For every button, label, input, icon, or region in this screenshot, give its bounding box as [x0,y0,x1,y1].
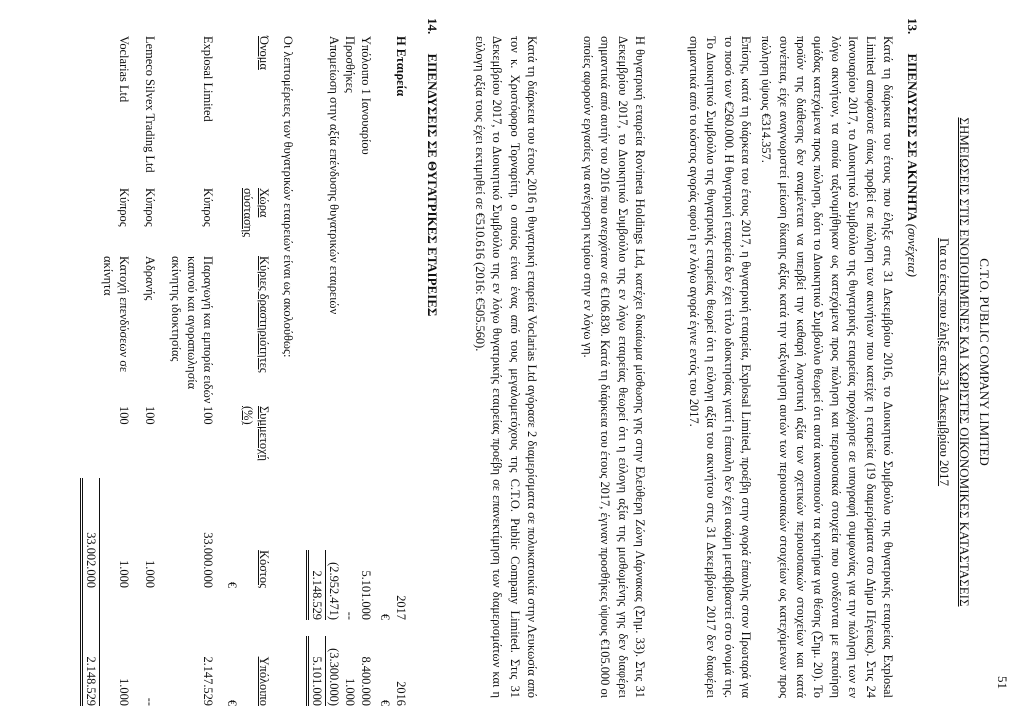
subsidiary-activities: Κατοχή επενδύσεων σε ακίνητα [101,256,131,373]
col-2017-header: 2017 [394,595,408,620]
section-14-heading [424,18,440,316]
notes-title: ΣΗΜΕΙΩΣΕΙΣ ΣΤΙΣ ΕΝΟΠΟΙΗΜΕΝΕΣ ΚΑΙ ΧΩΡΙΣΤΕΣ ΟΙΚΟΝΟΜΙΚΕΣ ΚΑΤΑΣΤΑΣΕΙΣ [957,117,972,607]
cost-currency: € [225,581,239,588]
header-participation: Συμμετοχή (%) [241,406,271,461]
subsidiary-name: Lemeco Silvex Trading Ltd [143,36,157,173]
section-13-paragraph-4: Κατά τη διάρκεια του έτους 2016 η θυγατρική εταιρεία Voclarias Ltd αγόρασε 2 διαμερίσματα σε πολυκατοικία στην Λευκωσία από τον κ. Χριστόφορο Τορναρίτη, ο οποίος είναι ένας από τους μεγαλομετόχους της C.T.O. Public Company Limited. Στις 31 Δεκεμβρίου 2017, το Διοικητικό Συμβούλιο της εν λόγω θυγατρικής εταιρείας προέβη σε επανεκτίμηση των διαμερισμάτων και η εύλογη αξία τους έχει εκτιμηθεί σε €510.616 (2016: €505.560). [472,36,539,698]
subsidiary-balance: 2.147.529 [201,656,215,706]
col-2016-header: 2016 [394,681,408,706]
row-label: Απομείωση στην αξία επένδυσης θυγατρικών εταιρειών [327,36,341,315]
subsidiary-country: Κύπρος [117,188,131,227]
subsidiary-cost: 33.000.000 [201,532,215,588]
row-label: Προσθήκες [343,36,357,93]
table-row [168,36,216,706]
subsidiaries-total-row [82,36,100,706]
section-14-title: ΕΠΕΝΔΥΣΕΙΣ ΣΕ ΘΥΓΑΤΡΙΚΕΣ ΕΤΑΙΡΕΙΕΣ [425,53,440,317]
period-subtitle: Για το έτος που έληξε στις 31 Δεκεμβρίου 2017 [937,237,952,487]
table-row [358,36,374,706]
header-name: Όνομα [257,36,271,70]
company-heading: Η Εταιρεία [394,36,408,97]
row-label: Υπόλοιπο 1 Ιανουαρίου [359,36,373,155]
row-value-2017: (2.952.471) [326,550,343,620]
total-2017: 2.148.529 [308,550,326,620]
table-row [142,36,158,706]
section-13-title: ΕΠΕΝΔΥΣΕΙΣ ΣΕ ΑΚΙΝΗΤΑ [905,53,920,221]
subsidiary-name: Voclarias Ltd [117,36,131,103]
page-number: 51 [995,676,1010,689]
section-13-number: 13. [905,18,920,35]
subsidiary-activities: Παραγωγή και εμπορία ειδών καπνού και αγοραπωλησία ακίνητης ιδιοκτησίας [169,256,215,404]
row-value-2017: 5.101.000 [359,570,373,620]
table-row [100,36,132,706]
table-row [342,36,358,706]
header-activities: Κύριες δραστηριότητες [257,256,271,373]
col-2016-currency: € [378,699,392,706]
subsidiaries-total-cost: 33.002.000 [82,478,100,588]
subsidiary-participation: 100 [143,406,157,425]
subsidiary-balance: -- [143,697,157,706]
subsidiary-country: Κύπρος [201,188,215,227]
section-13-paragraph-2: Επίσης, κατά τη διάρκεια του έτους 2017, η θυγατρική εταιρεία, Explosal Limited, προέβη στην αγορά έπαυλης στον Πρωταρά για το ποσό των €260.000. Η θυγατρική εταιρεία δεν έχει τίτλο ιδιοκτησίας γιατί η έπαυλη δεν έχει ακόμη μεταβιβαστεί στο όνομά της. Το Διοικητικό Συμβούλιο της θυγατρικής εταιρείας θεωρεί ότι η εύλογη αξία του ακινήτου στις 31 Δεκεμβρίου 2017 δεν διαφέρει σημαντικά από το κόστος αγοράς αφού η εν λόγω αγορά έγινε εντός του 2017. [686,36,753,698]
balance-currency: € [225,699,239,706]
row-value-2016: (3.300.000) [326,636,343,706]
section-13-paragraph-1: Κατά τη διάρκεια του έτους που έληξε στις 31 Δεκεμβρίου 2016, το Διοικητικό Συμβούλιο της θυγατρικής εταιρείας Explosal Limited αποφάσισε όπως προβεί σε πώληση των ακινήτων που κατείχε η εταιρεία (19 διαμερίσματα στο Δήμο Πέγειας). Στις 24 Ιανουαρίου 2017, το Διοικητικό Συμβούλιο της θυγατρικής εταιρείας προχώρησε σε υπογραφή συμφωνίας για την πώληση των εν λόγω ακινήτων, τα οποία ταξινομήθηκαν ως κατεχόμενα προς πώληση και περιουσιακά στοιχεία που συνδέονται με εκποίηση ομάδας κατεχόμενα προς πώληση, διότι το Διοικητικό Συμβούλιο θεωρεί ότι αυτά ικανοποιούν τα κριτήρια για θέσης (Σημ. 20). Το προϊόν της διάθεσης δεν αναμένεται να υπερβεί την καθαρή λογιστική αξία των σχετικών περιουσιακών στοιχείων και κατά συνέπεια, είχε αναγνωριστεί μείωση δίκαιης αξίας κατά την ταξινόμηση αυτών των περιουσιακών στοιχείων ως κατεχόμενων προς πώληση ύψους €314.357. [759,36,895,698]
section-13-heading [904,18,920,277]
subsidiary-country: Κύπρος [143,188,157,227]
subsidiary-activities: Αδρανής [143,256,157,301]
investment-movement-table [306,36,374,706]
header-balance: Υπόλοιπο [257,656,271,706]
table-row [326,36,343,706]
total-2016: 5.101.000 [308,636,326,706]
company-name: C.T.O. PUBLIC COMPANY LIMITED [977,258,992,466]
row-value-2017: -- [343,611,357,620]
subsidiary-participation: 100 [117,406,131,425]
subsidiaries-intro: Οι λεπτομέρειες των θυγατρικών εταιρειών είναι ως ακολούθως: [281,36,295,358]
header-country: Χώρα σύστασης [241,188,271,238]
subsidiary-participation: 100 [201,406,215,425]
table-total-row [308,36,326,706]
section-13-continued: (συνέχεια) [905,223,920,277]
header-cost: Κόστος [257,550,271,588]
subsidiary-balance: 1.000 [100,588,132,706]
subsidiaries-total-balance: 2.148.529 [82,588,100,706]
subsidiaries-table [81,36,273,706]
row-value-2016: 8.400.000 [359,656,373,706]
subsidiary-cost: 1.000 [100,478,132,588]
subsidiary-name: Explosal Limited [201,36,215,122]
section-14-number: 14. [425,18,440,35]
subsidiary-cost: 1.000 [143,560,157,588]
section-13-paragraph-3: Η θυγατρική εταιρεία Rovineta Holdings Ltd, κατέχει δικαίωμα μίσθωσης γης στην Ελεύθερη Ζώνη Λάρνακας (Σημ. 33). Στις 31 Δεκεμβρίου 2017, το Διοικητικό Συμβούλιο της εν λόγω εταιρείας θεωρεί ότι η εύλογη αξία της μισθωμένης γης δεν διαφέρει σημαντικά από αυτήν του 2016 που ανερχόταν σε €106.830. Κατά τη διάρκεια του έτους 2017, έγιναν προσθήκες ύψους €105.000 οι οποίες αφορούν εργασίες για ανέγερση κτιρίου στην εν λόγω γη. [580,36,647,698]
col-2017-currency: € [378,613,392,620]
row-value-2016: 1.000 [343,678,357,706]
subsidiaries-header-row [240,36,272,706]
